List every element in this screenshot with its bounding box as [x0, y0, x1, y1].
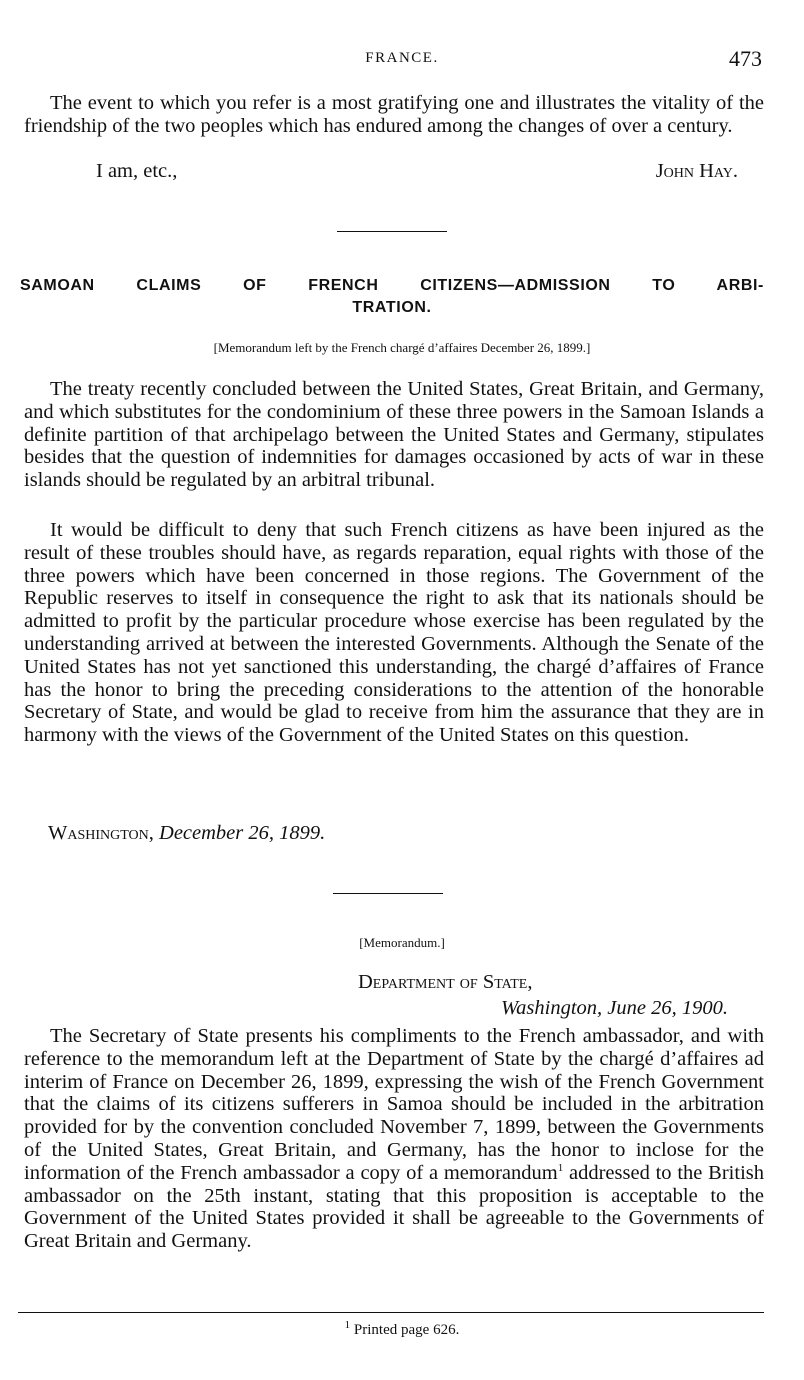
footnote-divider	[18, 1312, 764, 1313]
letter-closing-paragraph: The event to which you refer is a most gratifying one and illustrates the vitality of the friendship of the two peoples which has endured among the changes of over a century.	[24, 92, 764, 137]
body-paragraph: It would be difficult to deny that such French citizens as have been injured as the result of these troubles should have, as regards reparation, equal rights with those of the three powers which have been concerned in those regions. The Government of the Republic reserves to itself in consequence the right to ask that its nationals should be admitted to profit by the particular procedure whose exercise has been regulated by the understanding arrived at between the interested Governments. Although the Senate of the United States has not yet sanctioned this understanding, the chargé d’affaires of France has the honor to bring the preceding considerations to the attention of the honorable Secretary of State, and would be glad to receive from him the assurance that they are in harmony with the views of the Government of the United States on this question.	[24, 519, 764, 747]
date: December 26, 1899.	[159, 822, 326, 844]
closing-salutation: I am, etc.,	[96, 160, 178, 182]
section-title-line-1: SAMOAN CLAIMS OF FRENCH CITIZENS—ADMISSION TO ARBI-	[20, 277, 764, 294]
letter-closing-line	[24, 160, 764, 184]
footnote-reference: 1	[557, 1161, 564, 1174]
section-divider	[333, 893, 443, 894]
footnote	[0, 1319, 804, 1339]
running-head	[0, 46, 804, 76]
running-title: FRANCE.	[365, 50, 439, 66]
memo-paragraph-text: The Secretary of State presents his compliments to the French ambassador, and with reference to the memorandum left at the Department of State by the chargé d’affaires ad interim of France on December 26, 1899, expressing the wish of the French Government that the claims of its citizens sufferers in Samoa should be included in the arbitration provided for by the convention concluded November 7, 1899, between the Governments of the United States, Great Britain, and Germany, has the honor to inclose for the information of the French ambassador a copy of a memorandum	[24, 1025, 764, 1184]
memo-place-date: Washington, June 26, 1900.	[500, 997, 728, 1019]
footnote-text: Printed page 626.	[350, 1322, 460, 1338]
footnote-marker: 1	[344, 1319, 351, 1331]
section-divider	[337, 231, 447, 232]
body-paragraph: The treaty recently concluded between the United States, Great Britain, and Germany, and which substitutes for the condominium of these three powers in the Samoan Islands a definite partition of that archipelago between the United States and Germany, stipulates besides that the question of indemnities for damages occasioned by acts of war in these islands should be regulated by an arbitral tribunal.	[24, 378, 764, 492]
section-title-line-2: TRATION.	[352, 299, 432, 316]
place-date-line	[48, 822, 325, 845]
memo-heading-note: [Memorandum.]	[359, 935, 445, 950]
signature: John Hay.	[655, 160, 738, 182]
place: Washington,	[48, 822, 154, 844]
memo-paragraph-text-cont: addressed to the British ambassador on the 25th instant, stating that this proposition is acceptable to the Government of the United States provided it shall be agreeable to the Governments of Great Britain and Germany.	[24, 1161, 764, 1253]
memo-source-note: [Memorandum left by the French chargé d’affaires December 26, 1899.]	[213, 340, 591, 355]
section-title	[20, 275, 764, 319]
page-number: 473	[729, 46, 762, 71]
department-line: Department of State,	[358, 971, 533, 993]
memo-paragraph	[24, 1025, 764, 1253]
